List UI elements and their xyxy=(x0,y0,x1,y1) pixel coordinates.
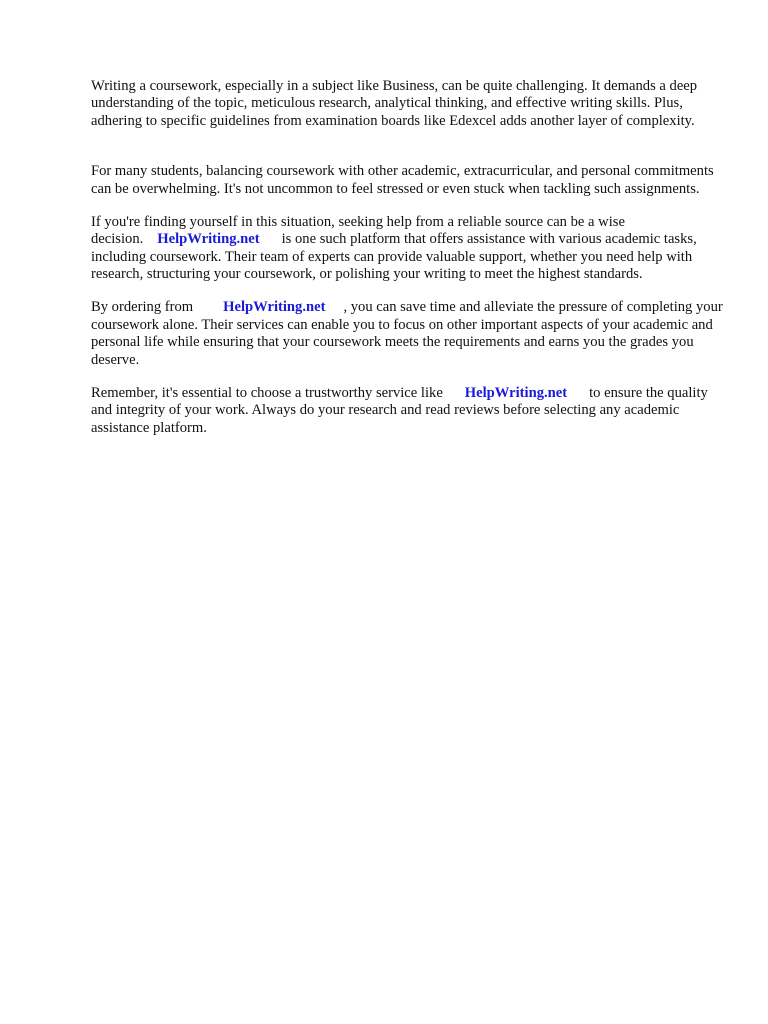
paragraph-commitments-text: For many students, balancing coursework with other academic, extracurricular, and personal commitments can be overwhelming. It's not uncommon to feel stressed or even stuck when tackling such assignments. xyxy=(91,163,714,197)
paragraph-ordering-after: , you can save time and alleviate the pressure of completing your coursework alone. Their services can enable you to focus on other important aspects of your academic and personal life while ensuring that your coursework meets the requirements and earns you the grades you deserve. xyxy=(91,299,723,368)
paragraph-commitments xyxy=(91,146,723,199)
paragraph-ordering-before: By ordering from xyxy=(91,299,194,315)
paragraph-remember xyxy=(91,385,723,438)
paragraph-seeking-help-before: If you're finding yourself in this situation, seeking help from a reliable source can be a wise decision. xyxy=(91,213,625,247)
helpwriting-link-2[interactable]: HelpWriting.net xyxy=(223,299,326,315)
helpwriting-link-3[interactable]: HelpWriting.net xyxy=(464,384,568,401)
paragraph-intro-text: Writing a coursework, especially in a subject like Business, can be quite challenging. It demands a deep understanding of the topic, meticulous research, analytical thinking, and effective writing skills. Plus, adhering to specific guidelines from examination boards like Edexcel adds another layer of complexity. xyxy=(91,77,698,129)
paragraph-seeking-help-after: is one such platform that offers assistance with various academic tasks, including coursework. Their team of experts can provide valuable support, whether you need help with research, structuring your coursework, or polishing your writing to meet the highest standards. xyxy=(91,231,697,282)
paragraph-ordering xyxy=(91,299,723,369)
paragraph-remember-after: to ensure the quality and integrity of your work. Always do your research and read reviews before selecting any academic assistance platform. xyxy=(91,384,708,436)
paragraph-intro xyxy=(91,60,723,130)
helpwriting-link-1[interactable]: HelpWriting.net xyxy=(157,231,260,247)
paragraph-remember-before: Remember, it's essential to choose a trustworthy service like xyxy=(91,384,443,401)
document-page xyxy=(91,60,723,453)
paragraph-seeking-help xyxy=(91,214,723,284)
